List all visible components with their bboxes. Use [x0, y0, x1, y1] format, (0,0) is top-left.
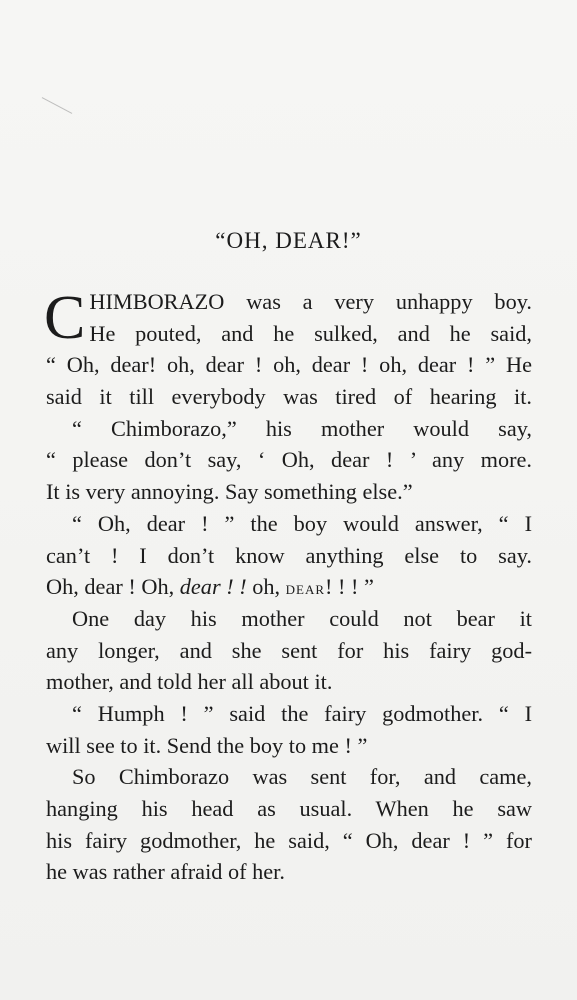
text-line: HIMBORAZO was a very unhappy boy. [89, 289, 532, 314]
text-segment: Oh, dear ! Oh, [46, 574, 175, 600]
text-line: any longer, and she sent for his fairy god- [46, 637, 532, 663]
text-line: “ please don’t say, ‘ Oh, dear ! ’ any more. [46, 447, 532, 473]
text-line: will see to it. Send the boy to me ! ” [46, 732, 368, 758]
text-line: It is very annoying. Say something else.” [46, 479, 413, 505]
text-line [46, 571, 532, 603]
text-line: “ Chimborazo,” his mother would say, [72, 415, 532, 441]
text-line: his fairy godmother, he said, “ Oh, dear ! ” for [46, 827, 532, 853]
text-line: hanging his head as usual. When he saw [46, 796, 532, 821]
text-line: said it till everybody was tired of hearing it. [46, 384, 532, 410]
text-line: can’t ! I don’t know anything else to say. [46, 542, 532, 568]
small-caps-text: dear [285, 578, 326, 600]
text-segment: ! ! ! ” [325, 574, 374, 600]
chapter-title: “OH, DEAR!” [215, 228, 362, 253]
page-blemish [42, 97, 72, 114]
text-segment: oh, [252, 574, 281, 600]
text-line: “ Oh, dear ! ” the boy would answer, “ I [72, 510, 532, 536]
text-line: He pouted, and he sulked, and he said, [89, 320, 532, 346]
text-line: “ Humph ! ” said the fairy godmother. “ I [72, 700, 532, 726]
opening-paragraph [46, 286, 532, 413]
body-text [46, 286, 532, 888]
text-line: mother, and told her all about it. [46, 669, 333, 695]
text-line: So Chimborazo was sent for, and came, [72, 764, 532, 790]
italic-text: dear ! ! [179, 574, 247, 600]
text-line: One day his mother could not bear it [72, 605, 532, 631]
text-line: he was rather afraid of her. [46, 859, 285, 885]
text-line: “ Oh, dear! oh, dear ! oh, dear ! oh, dear ! ” He [46, 352, 532, 378]
drop-cap: C [44, 284, 86, 352]
